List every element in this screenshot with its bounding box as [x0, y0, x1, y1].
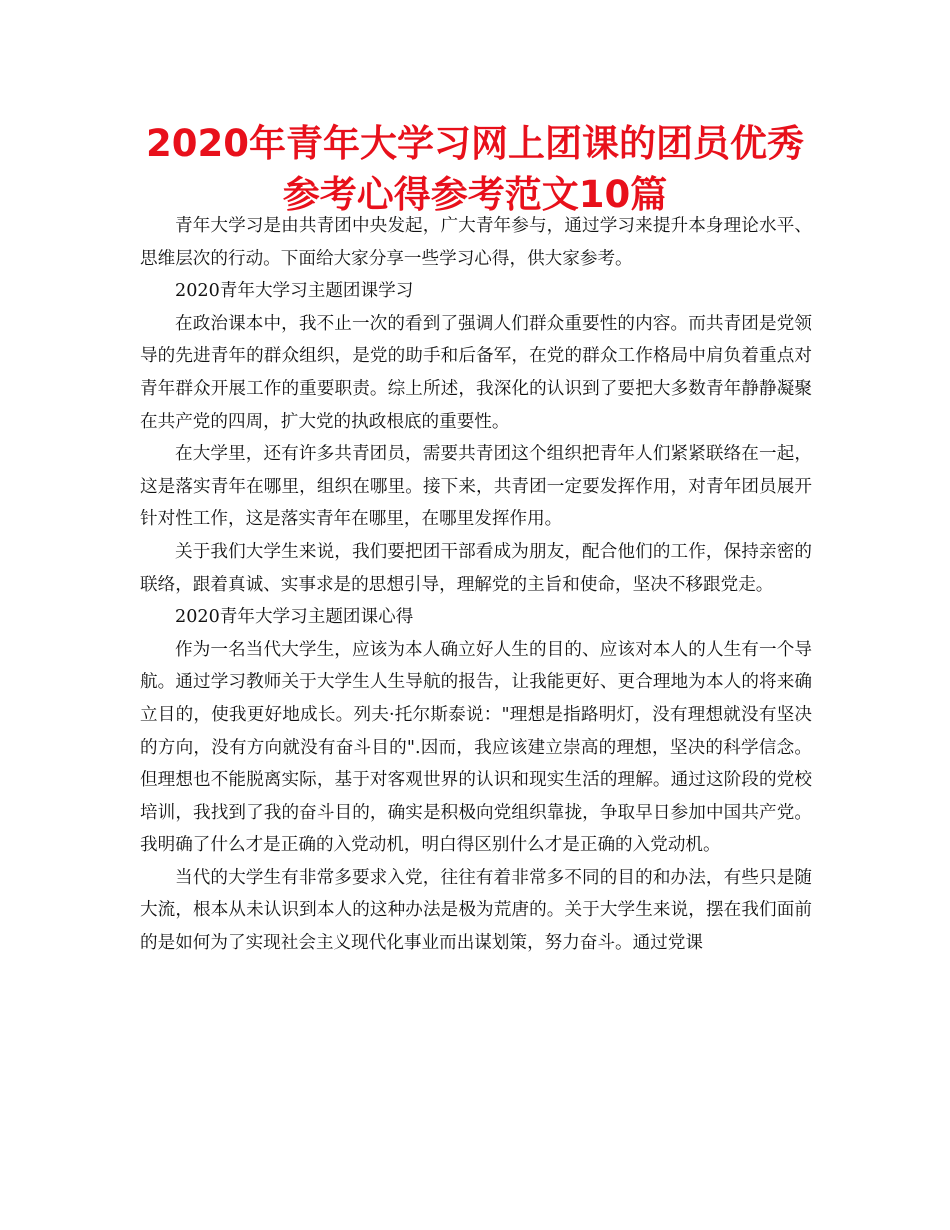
body-paragraph: 关于我们大学生来说，我们要把团干部看成为朋友，配合他们的工作，保持亲密的联络，跟着真诚、实事求是的思想引导，理解党的主旨和使命，坚决不移跟党走。	[140, 541, 812, 595]
section-heading: 2020青年大学习主题团课心得	[175, 607, 414, 628]
body-paragraph: 在大学里，还有许多共青团员，需要共青团这个组织把青年人们紧紧联络在一起，这是落实青年在哪里，组织在哪里。接下来，共青团一定要发挥作用，对青年团员展开针对性工作，这是落实青年在哪里，在哪里发挥作用。	[140, 444, 812, 530]
document-title: 2020年青年大学习网上团课的团员优秀参考心得参考范文10篇	[146, 122, 804, 216]
body-paragraph: 作为一名当代大学生，应该为本人确立好人生的目的、应该对本人的人生有一个导航。通过学习教师关于大学生人生导航的报告，让我能更好、更合理地为本人的将来确立目的，使我更好地成长。列夫·托尔斯泰说："理想是指路明灯，没有理想就没有坚决的方向，没有方向就没有奋斗目的".因而，我应该建立崇高的理想，坚决的科学信念。但理想也不能脱离实际，基于对客观世界的认识和现实生活的理解。通过这阶段的党校培训，我找到了我的奋斗目的，确实是积极向党组织靠拢，争取早日参加中国共产党。我明确了什么才是正确的入党动机，明白得区别什么才是正确的入党动机。	[140, 639, 812, 856]
body-paragraph: 当代的大学生有非常多要求入党，往往有着非常多不同的目的和办法，有些只是随大流，根本从未认识到本人的这种办法是极为荒唐的。关于大学生来说，摆在我们面前的是如何为了实现社会主义现代化事业而出谋划策，努力奋斗。通过党课	[140, 867, 812, 954]
intro-paragraph: 青年大学习是由共青团中央发起，广大青年参与，通过学习来提升本身理论水平、思维层次的行动。下面给大家分享一些学习心得，供大家参考。	[140, 216, 812, 269]
body-paragraph: 在政治课本中，我不止一次的看到了强调人们群众重要性的内容。而共青团是党领导的先进青年的群众组织，是党的助手和后备军，在党的群众工作格局中肩负着重点对青年群众开展工作的重要职责。综上所述，我深化的认识到了要把大多数青年静静凝聚在共产党的四周，扩大党的执政根底的重要性。	[140, 313, 812, 432]
section-heading: 2020青年大学习主题团课学习	[175, 281, 414, 302]
document-body	[140, 210, 812, 960]
